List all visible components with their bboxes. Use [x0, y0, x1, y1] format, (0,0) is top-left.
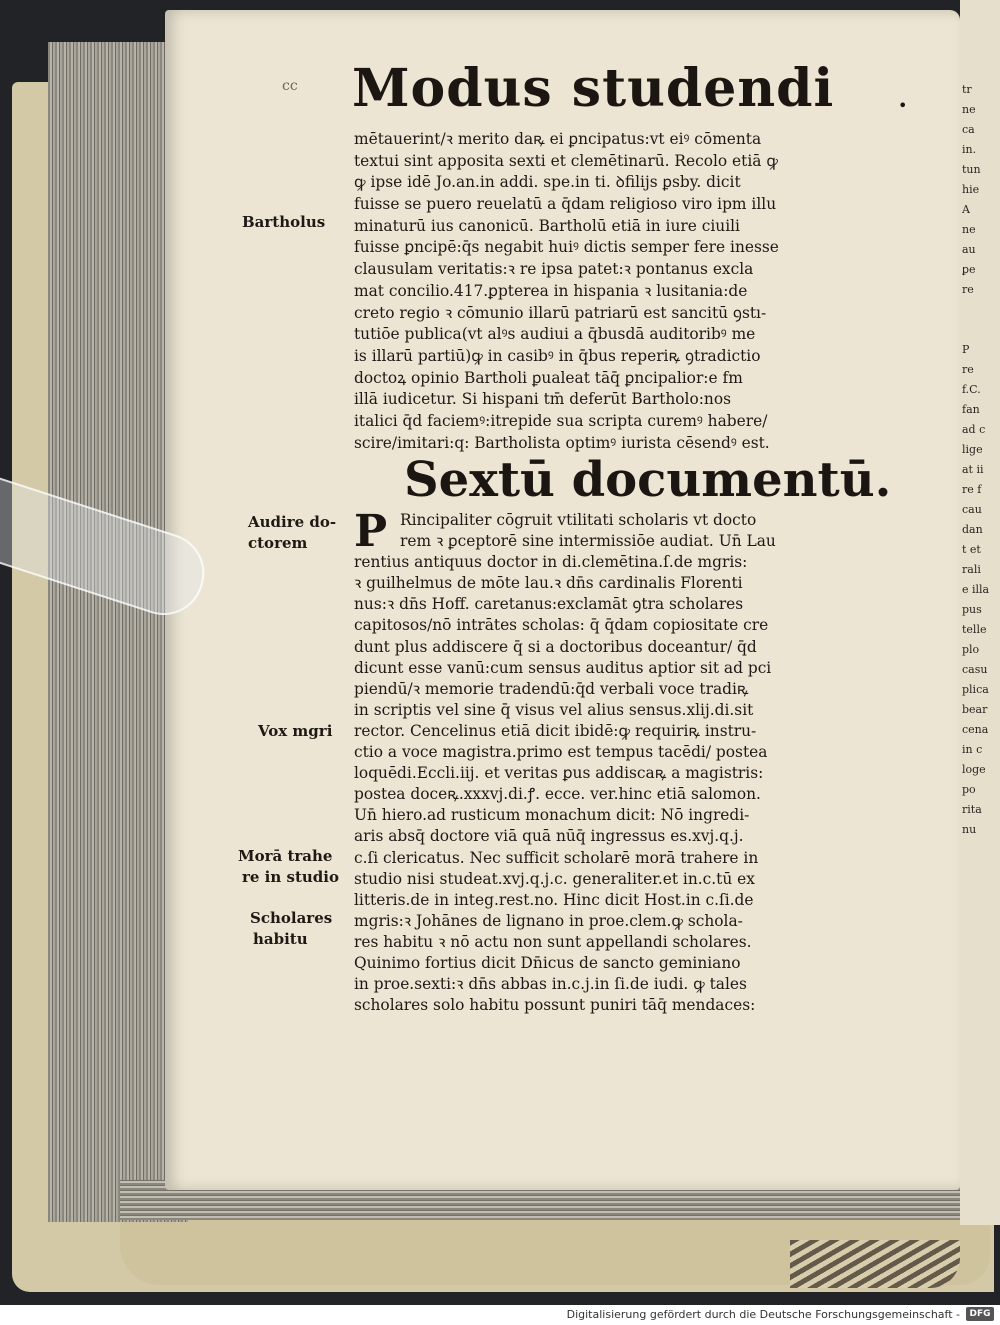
footer-bar [0, 1305, 1000, 1325]
text-line: Quinimo fortius dicit Dn̄icus de sancto geminiano [354, 953, 741, 972]
body-text-block-2 [354, 506, 856, 1016]
text-line: ꝙ ipse idē Jo.an.in addi. spe.in ti. ꝺfilijs ꝑsby. dicit [354, 173, 741, 192]
text-line: res habitu ꝛ nō actu non sunt appellandi scholares. [354, 932, 752, 951]
text-line: doctoꝝ opinio Bartholi ꝑualeat tāq̄ ꝑncipalior:e fm [354, 368, 743, 387]
text-line: scire/imitari:q: Bartholista optimꝰ iurista cēsendꝰ est. [354, 433, 770, 452]
marginal-note-audire-1: Audire do- [248, 513, 337, 531]
text-line: ctio a voce magistra.primo est tempus tacēdi/ postea [354, 743, 768, 762]
text-line: creto regio ꝛ cōmunio illarū patriarū est sancitū ꝯstı- [354, 303, 767, 322]
marginal-note-bartholus: Bartholus [242, 213, 326, 231]
text-line: postea doceꝶ.xxxvj.di.ꝭ. ecce. ver.hinc etiā salomon. [354, 785, 761, 804]
text-line: mētauerint/ꝛ merito daꝶ ei ꝑncipatus:vt eiꝰ cōmenta [354, 130, 762, 148]
text-line: ꝛ guilhelmus de mōte lau.ꝛ dn̄s cardinalis Florenti [354, 574, 743, 593]
text-line: mgris:ꝛ Johānes de lignano in proe.clem.ꝙ schola- [354, 911, 743, 930]
page-header: Modus studendi [352, 58, 835, 119]
text-line: clausulam veritatis:ꝛ re ipsa patet:ꝛ pontanus excla [354, 260, 754, 279]
text-line: loquēdi.Eccli.iij. et veritas ꝑus addiscaꝶ a magistris: [354, 764, 764, 783]
marginal-note-scholares-1: Scholares [250, 909, 333, 927]
marginal-note-audire-2: ctorem [248, 534, 308, 552]
text-line: rem ꝛ ꝑceptorē sine intermissiōe audiat. Un̄ Lau [400, 532, 776, 551]
marginal-note-mora-1: Morā trahe [238, 847, 333, 865]
text-line: illā iudicetur. Si hispani tm̄ deferūt Bartholo:nos [354, 390, 732, 409]
text-line: mat concilio.417.ꝑpterea in hispania ꝛ lusitania:de [354, 281, 748, 300]
text-line: capitosos/nō intrātes scholas: q̄ q̄dam copiositate cre [354, 616, 769, 635]
section-title: Sextū documentū. [404, 452, 892, 508]
text-line: rentius antiquus doctor in di.clemētina.ſ.de mgris: [354, 553, 748, 572]
text-line: fuisse se puero reuelatū a q̄dam religioso viro ipm illu [354, 195, 777, 214]
marginal-note-vox: Vox mgri [258, 722, 333, 740]
side-mark: cc [282, 78, 298, 94]
marginal-note-scholares-2: habitu [253, 930, 308, 948]
text-line: is illarū partiū)ꝙ in casibꝰ in q̄bus reperiꝶ ꝯtradictio [354, 346, 761, 365]
text-line: Rincipaliter cōgruit vtilitati scholaris vt docto [400, 511, 757, 529]
footer-credit: Digitalisierung gefördert durch die Deutsche Forschungsgemeinschaft - [566, 1308, 960, 1321]
marginal-note-mora-2: re in studio [242, 868, 339, 886]
body-text-block-1 [354, 129, 856, 454]
text-line: Un̄ hiero.ad rusticum monachum dicit: Nō ingredi- [354, 806, 750, 825]
text-line: c.ſi clericatus. Nec sufficit scholarē morā trahere in [354, 848, 759, 867]
text-line: aris absq̄ doctore viā quā nūq̄ ingressus es.xvj.q.j. [354, 827, 744, 846]
text-line: litteris.de in integ.rest.no. Hinc dicit Host.in c.ſi.de [354, 890, 754, 909]
text-line: fuisse ꝑncipē:q̄s negabit huiꝰ dictis semper fere inesse [354, 238, 779, 257]
header-dot: • [898, 96, 908, 115]
text-line: textui sint apposita sexti et clemētinarū. Recolo etiā ꝙ [354, 151, 778, 170]
text-line: italici q̄d faciemꝰ:itrepide sua scripta curemꝰ habere/ [354, 411, 768, 430]
text-line: rector. Cencelinus etiā dicit ibidē:ꝙ requiriꝶ instru- [354, 721, 757, 740]
text-line: scholares solo habitu possunt puniri tāq̄ mendaces: [354, 996, 756, 1015]
facing-page-text: tr ne ca in. tun hie A ne au ꝑe re P re f.C. fan ad c lige at ii re f cau dan t et rali e illa pus telle plo casu plica bear cena in c loge po rita nu [962, 83, 990, 836]
initial-letter: P [354, 506, 388, 557]
text-line: dunt plus addiscere q̄ si a doctoribus doceantur/ q̄d [354, 637, 757, 656]
text-line: studio nisi studeat.xvj.q.j.c. generaliter.et in.c.tū ex [354, 869, 755, 888]
text-line: in scriptis vel sine q̄ visus vel alius sensus.xlij.di.sit [354, 700, 754, 719]
text-line: in proe.sexti:ꝛ dn̄s abbas in.c.j.in ſi.de iudi. ꝙ tales [354, 975, 747, 994]
dfg-logo: DFG [966, 1307, 994, 1321]
text-line: dicunt esse vanū:cum sensus auditus aptior sit ad pci [354, 658, 772, 677]
binding-stitch [790, 1240, 960, 1288]
text-line: nus:ꝛ dn̄s Hoff. caretanus:exclamāt ꝯtra scholares [354, 595, 744, 614]
text-line: minaturū ius canonicū. Bartholū etiā in iure ciuili [354, 216, 740, 235]
text-line: tutiōe publica(vt alꝰs audiui a q̄busdā auditoribꝰ me [354, 325, 756, 344]
text-line: piendū/ꝛ memorie tradendū:q̄d verbali voce tradiꝶ [354, 679, 749, 698]
